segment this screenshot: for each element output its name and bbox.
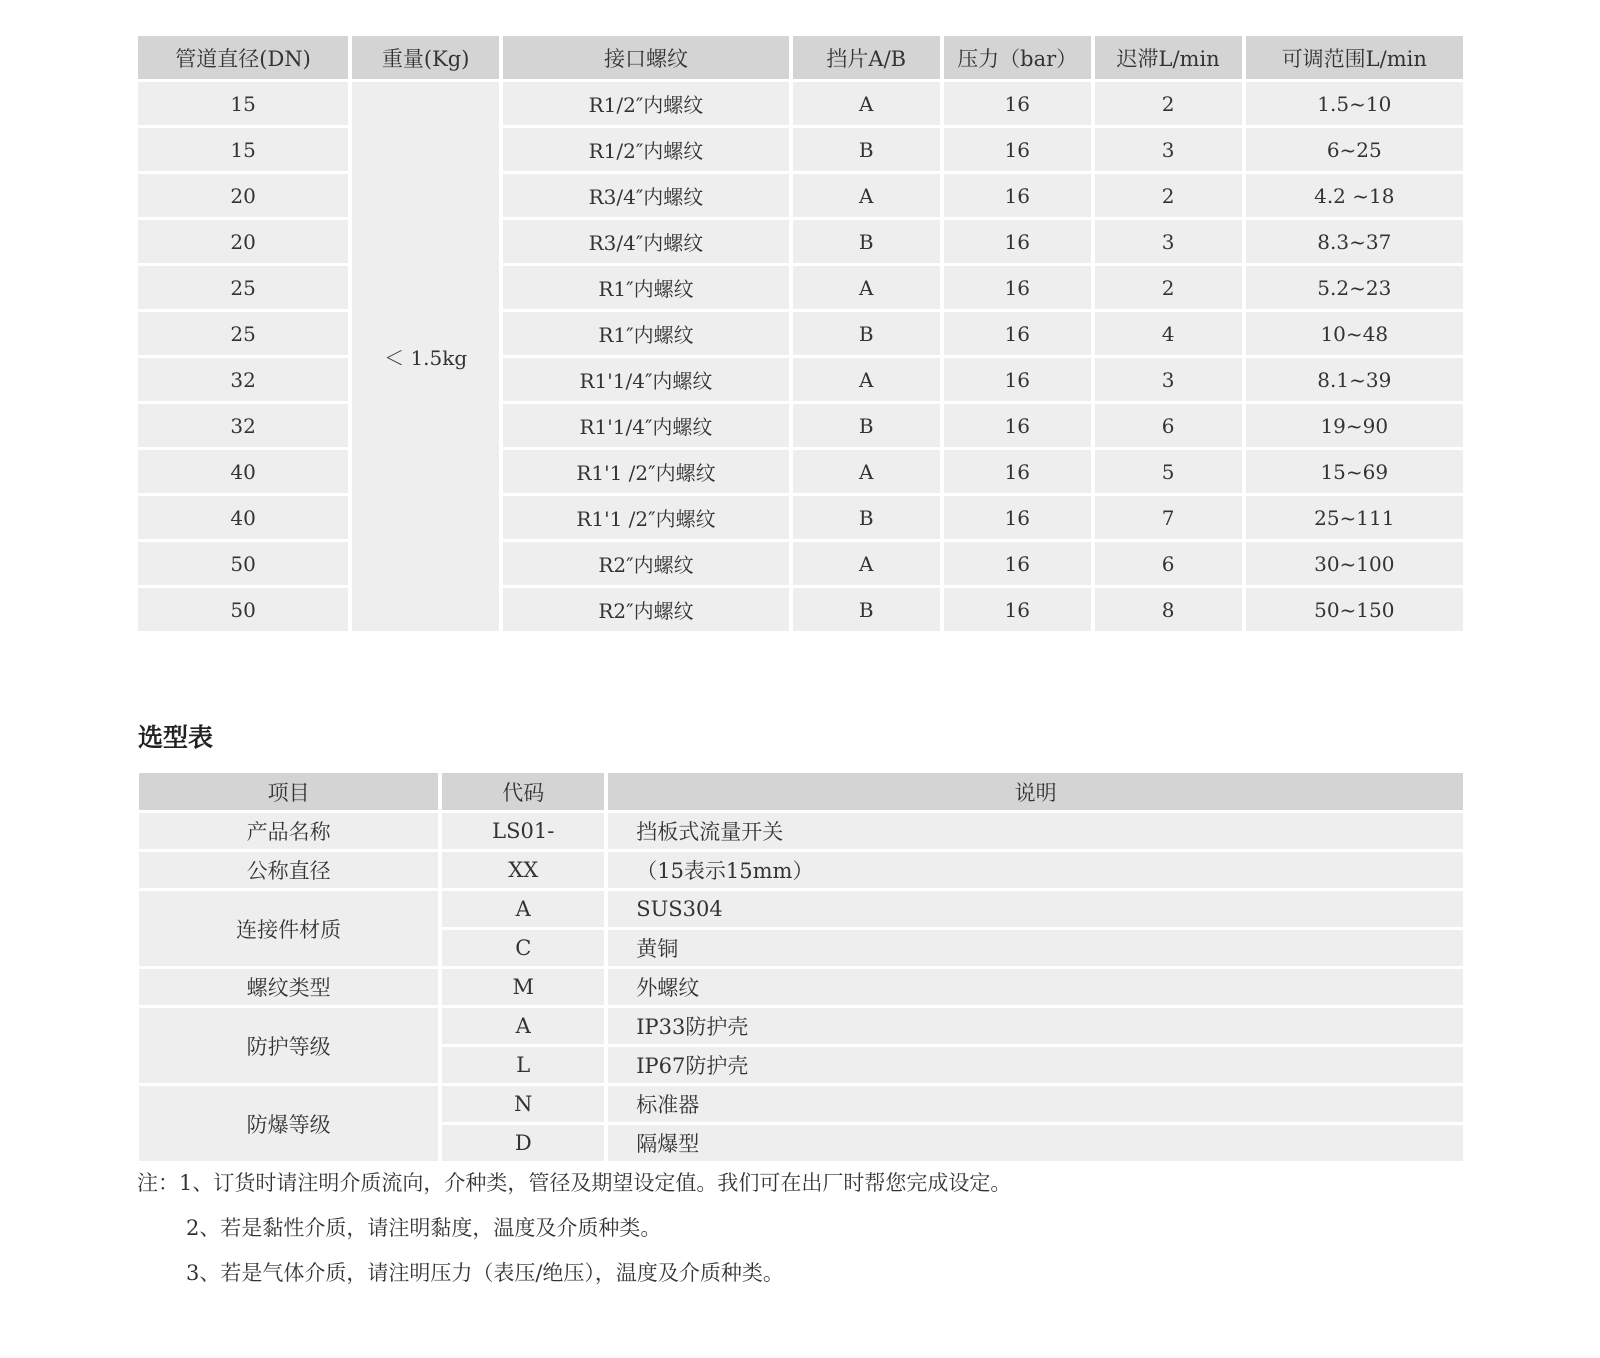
table-row [138, 450, 1463, 493]
cell-hysteresis: 8 [1095, 588, 1242, 631]
table-row [138, 312, 1463, 355]
cell-thread: R1'1 /2″内螺纹 [503, 496, 789, 539]
cell-hysteresis: 6 [1095, 542, 1242, 585]
cell-description: SUS304 [608, 891, 1463, 927]
cell-dn: 50 [138, 588, 348, 631]
cell-dn: 20 [138, 174, 348, 217]
cell-range: 25~111 [1246, 496, 1463, 539]
cell-description: 外螺纹 [608, 969, 1463, 1005]
cell-plate: A [793, 82, 940, 125]
table-row [138, 358, 1463, 401]
cell-range: 5.2~23 [1246, 266, 1463, 309]
cell-dn: 32 [138, 358, 348, 401]
cell-description: 挡板式流量开关 [608, 813, 1463, 849]
cell-thread: R3/4″内螺纹 [503, 220, 789, 263]
cell-range: 4.2 ~18 [1246, 174, 1463, 217]
cell-thread: R1/2″内螺纹 [503, 82, 789, 125]
table-row [138, 128, 1463, 171]
cell-thread: R2″内螺纹 [503, 588, 789, 631]
cell-hysteresis: 3 [1095, 220, 1242, 263]
cell-pressure: 16 [944, 312, 1091, 355]
cell-item: 防护等级 [139, 1008, 438, 1083]
table-row [138, 266, 1463, 309]
cell-pressure: 16 [944, 220, 1091, 263]
note-3: 3、若是气体介质，请注明压力（表压/绝压），温度及介质种类。 [186, 1261, 784, 1285]
cell-hysteresis: 2 [1095, 174, 1242, 217]
cell-description: 标准器 [608, 1086, 1463, 1122]
cell-dn: 32 [138, 404, 348, 447]
cell-range: 1.5~10 [1246, 82, 1463, 125]
cell-code: A [442, 1008, 604, 1044]
cell-thread: R1'1/4″内螺纹 [503, 404, 789, 447]
table-row [138, 496, 1463, 539]
table-row [139, 1008, 1463, 1044]
cell-hysteresis: 6 [1095, 404, 1242, 447]
cell-thread: R1/2″内螺纹 [503, 128, 789, 171]
cell-pressure: 16 [944, 450, 1091, 493]
cell-description: IP67防护壳 [608, 1047, 1463, 1083]
cell-thread: R1″内螺纹 [503, 266, 789, 309]
cell-pressure: 16 [944, 542, 1091, 585]
cell-dn: 25 [138, 266, 348, 309]
cell-hysteresis: 5 [1095, 450, 1242, 493]
cell-range: 10~48 [1246, 312, 1463, 355]
cell-weight: ＜ 1.5kg [352, 82, 499, 631]
cell-code: LS01- [442, 813, 604, 849]
cell-dn: 40 [138, 496, 348, 539]
cell-plate: A [793, 450, 940, 493]
cell-plate: B [793, 496, 940, 539]
header-weight: 重量(Kg) [352, 36, 499, 79]
cell-code: M [442, 969, 604, 1005]
header-code: 代码 [442, 773, 604, 810]
cell-pressure: 16 [944, 174, 1091, 217]
cell-range: 8.3~37 [1246, 220, 1463, 263]
header-item: 项目 [139, 773, 438, 810]
cell-code: L [442, 1047, 604, 1083]
header-description: 说明 [608, 773, 1463, 810]
cell-plate: A [793, 266, 940, 309]
cell-dn: 25 [138, 312, 348, 355]
cell-hysteresis: 3 [1095, 358, 1242, 401]
cell-dn: 40 [138, 450, 348, 493]
selection-table [135, 770, 1467, 1164]
cell-description: （15表示15mm） [608, 852, 1463, 888]
header-plate: 挡片A/B [793, 36, 940, 79]
cell-pressure: 16 [944, 82, 1091, 125]
table-row [138, 542, 1463, 585]
table-row [139, 1086, 1463, 1122]
header-dn: 管道直径(DN) [138, 36, 348, 79]
cell-range: 15~69 [1246, 450, 1463, 493]
cell-thread: R2″内螺纹 [503, 542, 789, 585]
cell-pressure: 16 [944, 496, 1091, 539]
table-row [139, 813, 1463, 849]
cell-thread: R3/4″内螺纹 [503, 174, 789, 217]
cell-range: 8.1~39 [1246, 358, 1463, 401]
table-row [138, 404, 1463, 447]
table-row [138, 82, 1463, 125]
cell-dn: 50 [138, 542, 348, 585]
cell-code: A [442, 891, 604, 927]
cell-pressure: 16 [944, 358, 1091, 401]
cell-pressure: 16 [944, 404, 1091, 447]
cell-description: IP33防护壳 [608, 1008, 1463, 1044]
cell-item: 螺纹类型 [139, 969, 438, 1005]
cell-hysteresis: 3 [1095, 128, 1242, 171]
note-1: 注：1、订货时请注明介质流向，介种类，管径及期望设定值。我们可在出厂时帮您完成设定。 [137, 1171, 1012, 1195]
table-row [138, 220, 1463, 263]
cell-pressure: 16 [944, 128, 1091, 171]
cell-range: 30~100 [1246, 542, 1463, 585]
cell-plate: A [793, 174, 940, 217]
cell-thread: R1'1 /2″内螺纹 [503, 450, 789, 493]
cell-thread: R1'1/4″内螺纹 [503, 358, 789, 401]
selection-table-title: 选型表 [138, 723, 214, 752]
spec-table [134, 33, 1467, 634]
table-row [139, 852, 1463, 888]
cell-plate: B [793, 128, 940, 171]
cell-hysteresis: 2 [1095, 266, 1242, 309]
cell-dn: 15 [138, 128, 348, 171]
cell-hysteresis: 4 [1095, 312, 1242, 355]
table-row [138, 588, 1463, 631]
selection-header-row [139, 773, 1463, 810]
cell-pressure: 16 [944, 266, 1091, 309]
table-row [139, 891, 1463, 927]
cell-item: 防爆等级 [139, 1086, 438, 1161]
cell-plate: A [793, 542, 940, 585]
note-2: 2、若是黏性介质，请注明黏度，温度及介质种类。 [186, 1216, 662, 1240]
cell-range: 19~90 [1246, 404, 1463, 447]
cell-description: 黄铜 [608, 930, 1463, 966]
cell-item: 连接件材质 [139, 891, 438, 966]
cell-code: D [442, 1125, 604, 1161]
cell-thread: R1″内螺纹 [503, 312, 789, 355]
cell-code: C [442, 930, 604, 966]
cell-description: 隔爆型 [608, 1125, 1463, 1161]
header-pressure: 压力（bar） [944, 36, 1091, 79]
cell-code: N [442, 1086, 604, 1122]
cell-range: 50~150 [1246, 588, 1463, 631]
cell-hysteresis: 7 [1095, 496, 1242, 539]
cell-plate: B [793, 312, 940, 355]
cell-plate: B [793, 588, 940, 631]
header-thread: 接口螺纹 [503, 36, 789, 79]
cell-item: 产品名称 [139, 813, 438, 849]
table-row [138, 174, 1463, 217]
cell-plate: A [793, 358, 940, 401]
spec-header-row [138, 36, 1463, 79]
cell-range: 6~25 [1246, 128, 1463, 171]
header-range: 可调范围L/min [1246, 36, 1463, 79]
cell-plate: B [793, 404, 940, 447]
cell-dn: 20 [138, 220, 348, 263]
header-hysteresis: 迟滞L/min [1095, 36, 1242, 79]
cell-item: 公称直径 [139, 852, 438, 888]
cell-code: XX [442, 852, 604, 888]
table-row [139, 969, 1463, 1005]
cell-pressure: 16 [944, 588, 1091, 631]
cell-hysteresis: 2 [1095, 82, 1242, 125]
cell-dn: 15 [138, 82, 348, 125]
cell-plate: B [793, 220, 940, 263]
